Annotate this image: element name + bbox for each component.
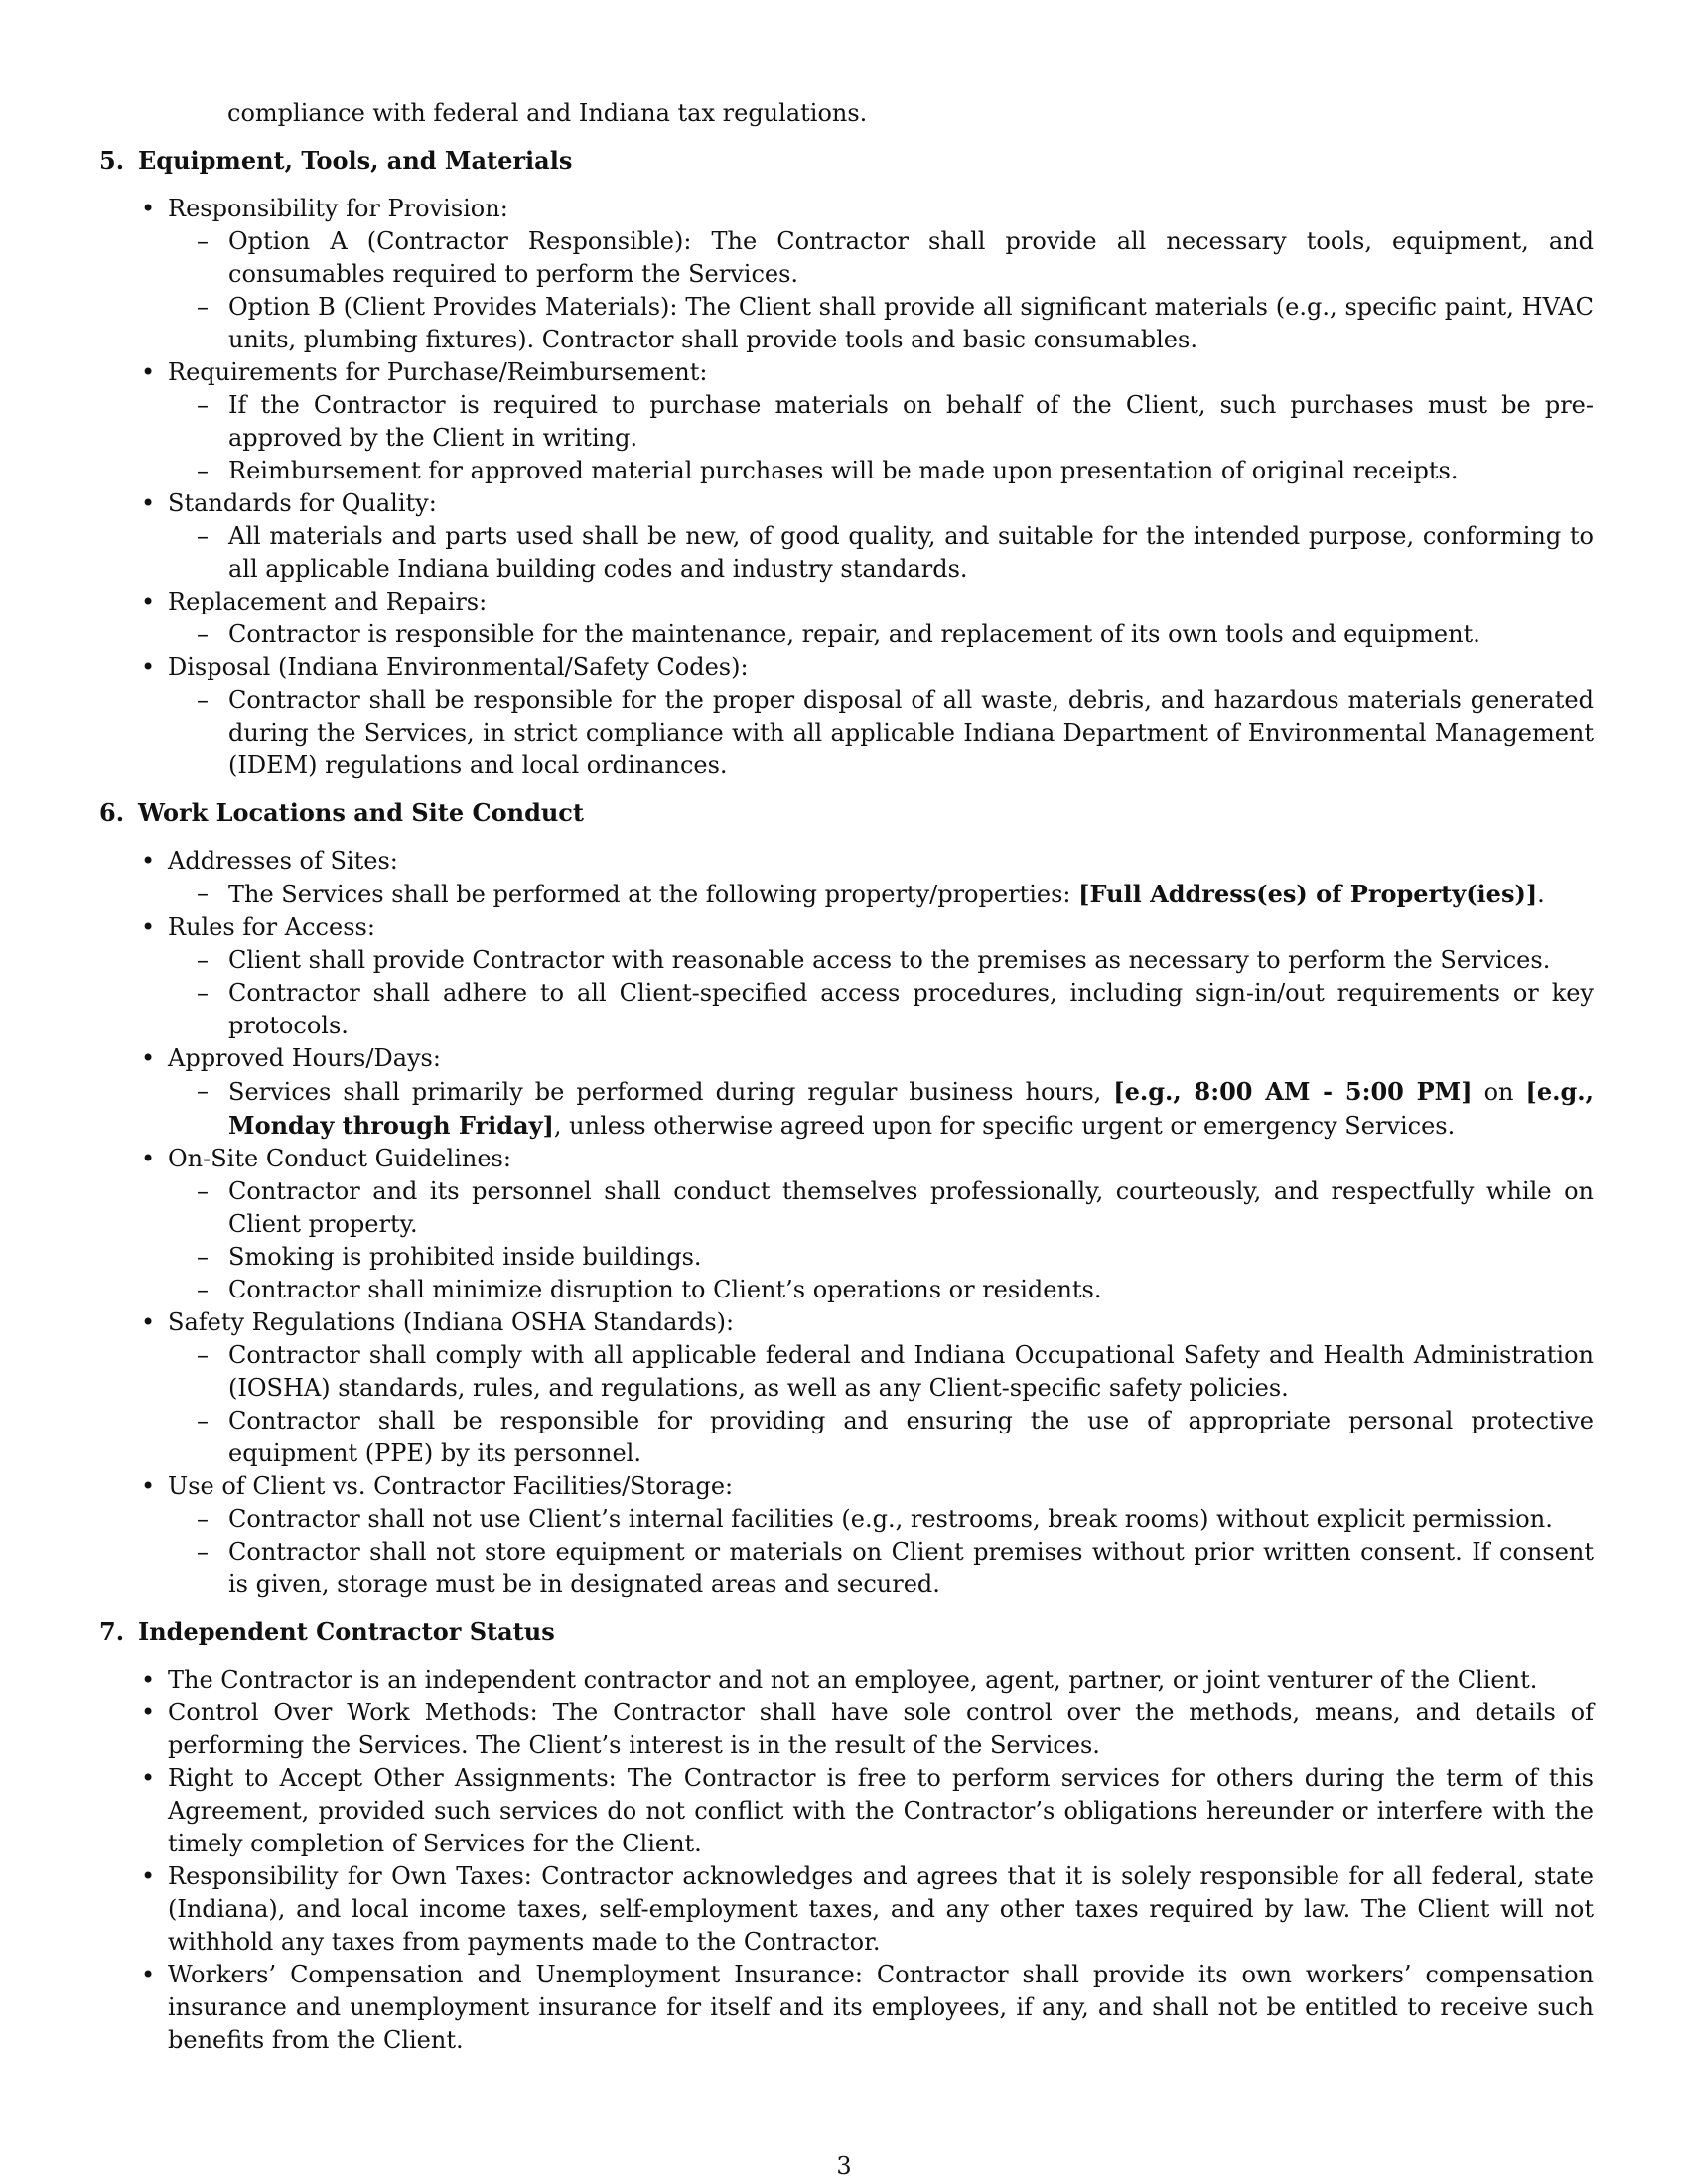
dash-marker: – (197, 1407, 209, 1434)
dash-marker: – (197, 1341, 209, 1369)
sub-item (168, 1339, 1594, 1405)
sub-item (168, 684, 1594, 782)
dash-marker: – (197, 946, 209, 974)
sub-item (168, 1274, 1594, 1306)
sub-item (168, 618, 1594, 651)
sub-list (168, 225, 1594, 356)
sub-text-segment: on (1472, 1078, 1526, 1106)
sub-text-segment: Services shall primarily be performed during regular business hours, (228, 1078, 1114, 1106)
sub-text: Contractor shall not store equipment or materials on Client premises without prior written consent. If consent is given, storage must be in designated areas and secured. (228, 1538, 1594, 1598)
section-heading (99, 1615, 1594, 1648)
placeholder-field: [e.g., 8:00 AM - 5:00 PM] (1113, 1077, 1473, 1106)
section-heading (99, 144, 1594, 177)
sub-text (228, 1078, 1594, 1140)
sub-text: Contractor shall not use Client’s internal facilities (e.g., restrooms, break rooms) without explicit permission. (228, 1505, 1553, 1533)
sub-text: Contractor shall be responsible for the proper disposal of all waste, debris, and hazardous materials generated during the Services, in strict compliance with all applicable Indiana Department of Environmental Management (IDEM) regulations and local ordinances. (228, 686, 1594, 779)
carryover-paragraph: compliance with federal and Indiana tax regulations. (227, 99, 868, 127)
bullet-item (99, 1470, 1594, 1601)
section-6 (99, 796, 1594, 1601)
sub-text: Option A (Contractor Responsible): The Contractor shall provide all necessary tools, equipment, and consumables required to perform the Services. (228, 227, 1594, 288)
dash-marker: – (197, 293, 209, 321)
sub-text-segment: The Services shall be performed at the following property/properties: (228, 881, 1079, 908)
bullet-item (99, 911, 1594, 1042)
sub-list (168, 1339, 1594, 1470)
sub-text: Contractor is responsible for the maintenance, repair, and replacement of its own tools and equipment. (228, 620, 1480, 648)
sub-list (168, 944, 1594, 1042)
bullet-marker: • (141, 1308, 156, 1336)
dash-marker: – (197, 1505, 209, 1533)
sub-item (168, 1175, 1594, 1241)
document-page (99, 97, 1594, 2057)
bullet-text: Rules for Access: (168, 913, 375, 941)
sub-list (168, 389, 1594, 487)
bullet-marker: • (141, 1764, 156, 1792)
bullet-list (99, 845, 1594, 1601)
bullet-item (99, 487, 1594, 586)
section-number: 6. (99, 798, 125, 827)
bullet-marker: • (141, 653, 156, 681)
sub-item (168, 878, 1594, 911)
sub-item (168, 455, 1594, 487)
bullet-text: Right to Accept Other Assignments: The Contractor is free to perform services for others during the term of this Agreement, provided such services do not conflict with the Contractor’s obligations hereunder or interfere with the timely completion of Services for the Client. (168, 1764, 1594, 1857)
bullet-item (99, 1664, 1594, 1697)
bullet-text: Use of Client vs. Contractor Facilities/Storage: (168, 1472, 734, 1500)
sub-list (168, 1503, 1594, 1601)
section-number: 7. (99, 1617, 125, 1646)
bullet-text: Requirements for Purchase/Reimbursement: (168, 358, 708, 386)
bullet-text: Addresses of Sites: (168, 847, 398, 875)
bullet-marker: • (141, 1666, 156, 1694)
dash-marker: – (197, 979, 209, 1007)
dash-marker: – (197, 620, 209, 648)
bullet-marker: • (141, 489, 156, 517)
bullet-item (99, 1762, 1594, 1860)
bullet-text: On-Site Conduct Guidelines: (168, 1145, 511, 1172)
bullet-marker: • (141, 1862, 156, 1890)
bullet-marker: • (141, 847, 156, 875)
bullet-text: Responsibility for Own Taxes: Contractor acknowledges and agrees that it is solely responsible for all federal, state (Indiana), and local income taxes, self-employment taxes, and any other taxes required by law. The Client will not withhold any taxes from payments made to the Contractor. (168, 1862, 1594, 1956)
bullet-marker: • (141, 588, 156, 615)
sub-text: Contractor shall minimize disruption to Client’s operations or residents. (228, 1276, 1102, 1303)
bullet-marker: • (141, 358, 156, 386)
sub-text: Reimbursement for approved material purchases will be made upon presentation of original receipts. (228, 457, 1459, 484)
bullet-text: Approved Hours/Days: (168, 1044, 441, 1072)
dash-marker: – (197, 1077, 209, 1105)
dash-marker: – (197, 686, 209, 714)
bullet-marker: • (141, 1044, 156, 1072)
bullet-item (99, 651, 1594, 782)
dash-marker: – (197, 1276, 209, 1303)
dash-marker: – (197, 457, 209, 484)
bullet-marker: • (141, 1961, 156, 1988)
sub-item (168, 1075, 1594, 1143)
sub-list (168, 618, 1594, 651)
sub-item (168, 1536, 1594, 1601)
sub-text: Smoking is prohibited inside buildings. (228, 1243, 702, 1271)
sub-item (168, 389, 1594, 455)
bullet-text: Disposal (Indiana Environmental/Safety Codes): (168, 653, 749, 681)
bullet-item (99, 586, 1594, 651)
bullet-item (99, 1042, 1594, 1143)
bullet-text: Standards for Quality: (168, 489, 437, 517)
bullet-list (99, 193, 1594, 782)
dash-marker: – (197, 1243, 209, 1271)
sub-item (168, 291, 1594, 356)
bullet-item (99, 193, 1594, 356)
placeholder-field: [e.g., Monday through Friday] (228, 1077, 1595, 1140)
bullet-list (99, 1664, 1594, 2057)
sub-list (168, 878, 1594, 911)
bullet-text: The Contractor is an independent contractor and not an employee, agent, partner, or joint venturer of the Client. (168, 1666, 1538, 1694)
sub-item (168, 977, 1594, 1042)
bullet-item (99, 356, 1594, 487)
sub-item (168, 1405, 1594, 1470)
sub-text: Contractor shall be responsible for providing and ensuring the use of appropriate personal protective equipment (PPE) by its personnel. (228, 1407, 1594, 1467)
sub-item (168, 1241, 1594, 1274)
bullet-text: Responsibility for Provision: (168, 195, 508, 222)
section-7 (99, 1615, 1594, 2057)
sub-text: Option B (Client Provides Materials): The Client shall provide all significant materials (e.g., specific paint, HVAC units, plumbing fixtures). Contractor shall provide tools and basic consumables. (228, 293, 1594, 353)
sub-text-segment: . (1537, 881, 1545, 908)
dash-marker: – (197, 1538, 209, 1566)
section-5 (99, 144, 1594, 782)
bullet-text: Safety Regulations (Indiana OSHA Standards): (168, 1308, 735, 1336)
bullet-marker: • (141, 1472, 156, 1500)
sections-container (99, 144, 1594, 2057)
sub-text (228, 881, 1545, 908)
sub-text: Client shall provide Contractor with reasonable access to the premises as necessary to perform the Services. (228, 946, 1551, 974)
sub-item (168, 1503, 1594, 1536)
section-title: Independent Contractor Status (138, 1617, 555, 1646)
bullet-marker: • (141, 1145, 156, 1172)
dash-marker: – (197, 1177, 209, 1205)
dash-marker: – (197, 522, 209, 550)
bullet-marker: • (141, 195, 156, 222)
bullet-marker: • (141, 913, 156, 941)
sub-item (168, 944, 1594, 977)
sub-list (168, 1075, 1594, 1143)
sub-item (168, 520, 1594, 586)
placeholder-field: [Full Address(es) of Property(ies)] (1078, 880, 1538, 908)
sub-item (168, 225, 1594, 291)
page-number: 3 (836, 2152, 852, 2180)
bullet-item (99, 1959, 1594, 2057)
bullet-item (99, 1860, 1594, 1959)
sub-text: Contractor shall comply with all applicable federal and Indiana Occupational Safety and Health Administration (IOSHA) standards, rules, and regulations, as well as any Client-specific safety policies. (228, 1341, 1594, 1402)
section-number: 5. (99, 146, 125, 175)
section-heading (99, 796, 1594, 829)
bullet-item (99, 1697, 1594, 1762)
sub-list (168, 520, 1594, 586)
section-title: Equipment, Tools, and Materials (138, 146, 573, 175)
sub-text: Contractor shall adhere to all Client-specified access procedures, including sign-in/out requirements or key protocols. (228, 979, 1594, 1039)
bullet-item (99, 1306, 1594, 1470)
bullet-text: Control Over Work Methods: The Contractor shall have sole control over the methods, means, and details of performing the Services. The Client’s interest is in the result of the Services. (168, 1699, 1594, 1759)
bullet-text: Workers’ Compensation and Unemployment Insurance: Contractor shall provide its own workers’ compensation insurance and unemployment insurance for itself and its employees, if any, and shall not be entitled to receive such benefits from the Client. (168, 1961, 1594, 2054)
bullet-text: Replacement and Repairs: (168, 588, 488, 615)
sub-text: All materials and parts used shall be new, of good quality, and suitable for the intended purpose, conforming to all applicable Indiana building codes and industry standards. (228, 522, 1594, 583)
dash-marker: – (197, 391, 209, 419)
section-title: Work Locations and Site Conduct (138, 798, 584, 827)
sub-text-segment: , unless otherwise agreed upon for specific urgent or emergency Services. (553, 1112, 1456, 1140)
sub-list (168, 684, 1594, 782)
sub-list (168, 1175, 1594, 1306)
sub-text: Contractor and its personnel shall conduct themselves professionally, courteously, and respectfully while on Client property. (228, 1177, 1594, 1238)
bullet-item (99, 1143, 1594, 1306)
dash-marker: – (197, 227, 209, 255)
sub-text: If the Contractor is required to purchase materials on behalf of the Client, such purchases must be pre-approved by the Client in writing. (228, 391, 1594, 452)
dash-marker: – (197, 880, 209, 907)
bullet-marker: • (141, 1699, 156, 1726)
bullet-item (99, 845, 1594, 911)
